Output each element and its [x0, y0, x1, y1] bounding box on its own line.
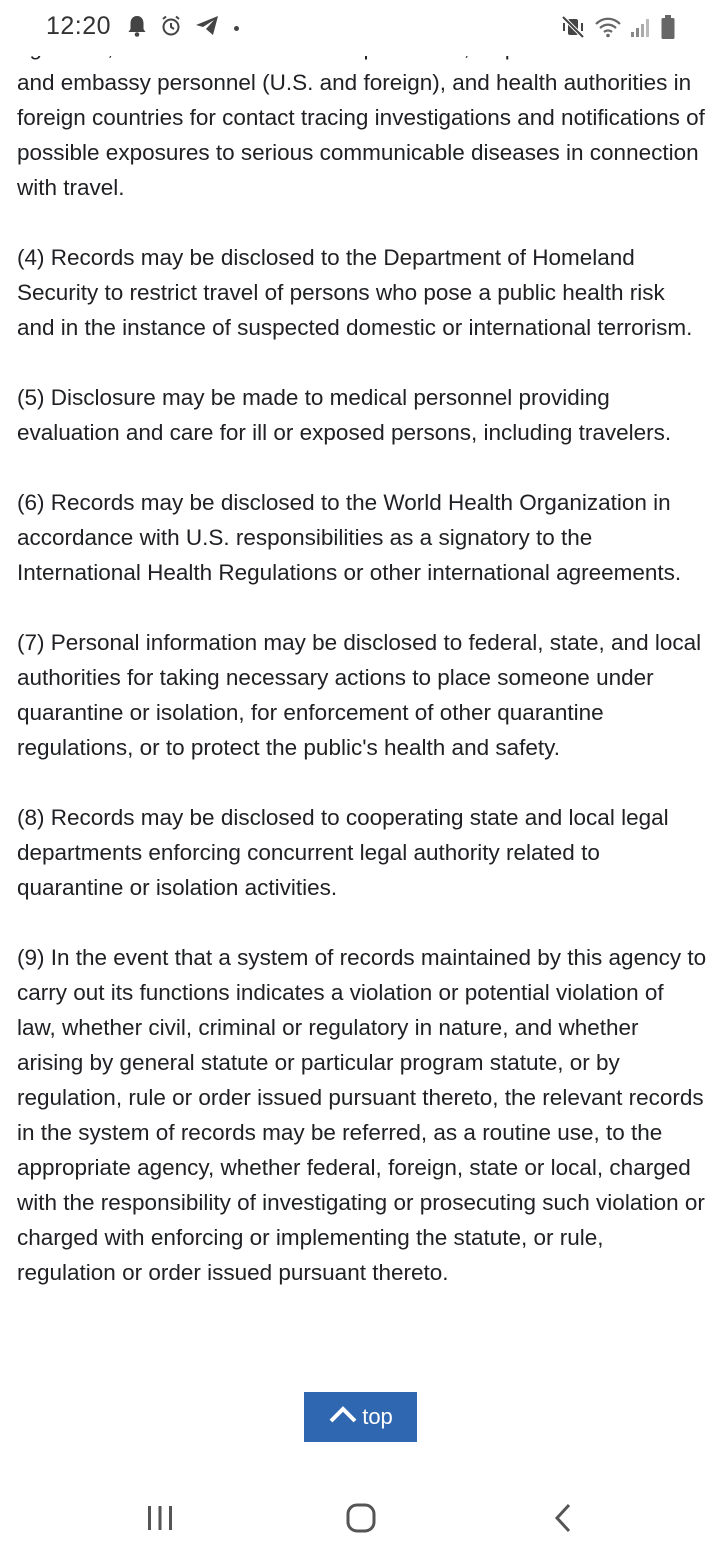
article-paragraph: (7) Personal information may be disclosed to federal, state, and local authorities for taking necessary actions to place someone under quarantine or isolation, for enforcement of other quarantine regulations, or to protect the public's health and safety.: [17, 630, 702, 760]
status-time: 12:20: [46, 12, 112, 40]
status-right-icons: [560, 14, 676, 45]
battery-icon: [660, 14, 676, 45]
article-paragraph: (9) In the event that a system of records maintained by this agency to carry out its functions indicates a violation or potential violation of law, whether civil, criminal or regulatory in nature, and whether arising by general statute or particular program statute, or by regulation, rule or order issued pursuant thereto, the relevant records in the system of records may be referred, as a routine use, to the appropriate agency, whether federal, foreign, state or local, charged with the responsibility of investigating or prosecuting such violation or charged with enforcing or implementing the statute, or rule, regulation or order issued pursuant thereto.: [17, 945, 707, 1285]
article-paragraph: (5) Disclosure may be made to medical personnel providing evaluation and care for ill or exposed persons, including travelers.: [17, 385, 672, 445]
article-content: [17, 30, 707, 1325]
article-paragraph: (8) Records may be disclosed to cooperating state and local legal departments enforcing concurrent legal authority related to quarantine or isolation activities.: [17, 805, 669, 900]
home-icon: [345, 1502, 377, 1539]
article-paragraph: and embassy personnel (U.S. and foreign), and health authorities in foreign countries for contact tracing investigations and notifications of possible exposures to serious communicable diseases in connection with travel.: [17, 70, 705, 200]
recent-apps-icon: [145, 1504, 175, 1537]
back-to-top-label: top: [362, 1404, 393, 1429]
back-button[interactable]: [533, 1498, 593, 1542]
mute-vibrate-icon: [560, 15, 586, 44]
recent-apps-button[interactable]: [130, 1498, 190, 1542]
status-left-icons: [126, 14, 239, 43]
chevron-up-icon: [328, 1404, 358, 1430]
article-paragraph: (6) Records may be disclosed to the World Health Organization in accordance with U.S. responsibilities as a signatory to the International Health Regulations or other international agreements.: [17, 490, 682, 585]
back-to-top-button[interactable]: [304, 1392, 417, 1442]
status-bar: [0, 0, 720, 56]
back-icon: [551, 1502, 575, 1539]
telegram-icon: [194, 14, 220, 43]
dot-icon: [234, 26, 239, 31]
home-button[interactable]: [331, 1498, 391, 1542]
article-paragraph: (4) Records may be disclosed to the Department of Homeland Security to restrict travel of persons who pose a public health risk and in the instance of suspected domestic or international terrorism.: [17, 245, 693, 340]
bell-icon: [126, 14, 148, 43]
alarm-icon: [160, 14, 182, 43]
wifi-icon: [594, 15, 622, 44]
signal-icon: [630, 15, 652, 44]
navigation-bar: [0, 1480, 720, 1560]
